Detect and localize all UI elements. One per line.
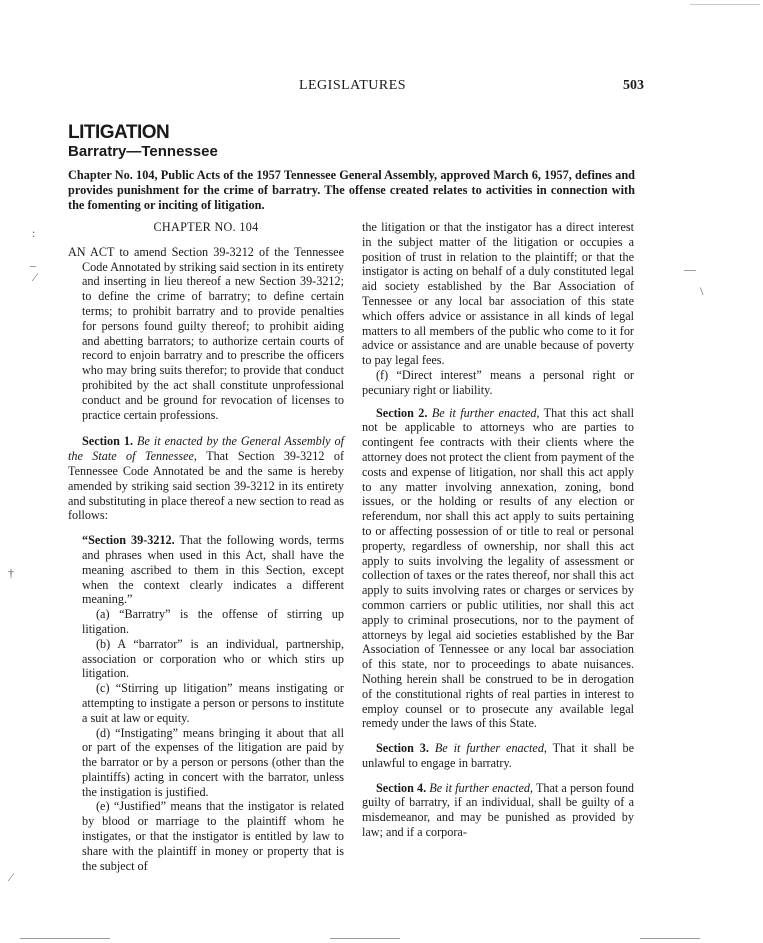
right-column [362, 220, 634, 850]
definition-d: (d) “Instigating” means bringing it about that all or part of the expenses of the litigation are paid by the barrator or by a person or persons (other than the plaintiffs) acting in concert with the barrator, unless the instigation is justified. [82, 725, 344, 799]
section-2-text: That this act shall not be applicable to attorneys who are parties to contingent fee contracts with their clients where the attorney does not protect the client from payment of the costs and expense of litigation, nor shall this act apply to any matter involving annexation, zoning, bond issues, or the holding or results of any election or referendum, nor shall this act apply to suits pertaining to or affecting possession of or title to real or personal property, regardless of ownership, nor shall this act apply to suits involving the legality of assessment or collection of taxes or the rates thereof, nor shall this act apply to suits involving rates or charges or services by common carriers or public utilities, nor shall this act apply to criminal prosecutions, nor to the payment of attorneys by legal aid societies established by the Bar Association of Tennessee or any local bar association of this state, nor to proceedings to abate nuisances. Nothing herein shall be construed to be in derogation of the constitutional rights of real parties in interest to employ counsel or to prosecute any available legal remedy under the laws of this State. [362, 405, 635, 731]
scan-edge-line [690, 4, 760, 5]
act-title: AN ACT to amend Section 39-3212 of the Tennessee Code Annotated by striking said section in its entirety and inserting in lieu thereof a new Section 39-3212; to define the crime of barratry; to define certain terms; to prohibit barratry and to provide penalties for persons found guilty thereof; to prohibit aiding and abetting barrators; to authorize certain courts of record to enjoin barratry and to prescribe the officers who may bring suits therefor; to provide that conduct prohibited by the act shall constitute unprofessional conduct and be ground for revocation of licenses to practice certain professions. [68, 244, 344, 422]
section-1 [68, 434, 344, 523]
section-1-label: Section 1. [82, 434, 134, 449]
section-4-text: That a person found guilty of barratry, if an individual, shall be guilty of a misdemeanor, and may be punished as provided by law; and if a corpora- [362, 780, 635, 840]
margin-mark: – [30, 258, 36, 272]
margin-mark: ⁄ [34, 270, 37, 284]
scan-edge-line [640, 938, 700, 939]
running-header: LEGISLATURES [298, 78, 407, 93]
left-column [68, 220, 344, 873]
definition-b: (b) A “barrator” is an individual, partnership, association or corporation who or which stirs up litigation. [82, 636, 344, 681]
definition-e-continuation: the litigation or that the instigator has a direct interest in the subject matter of the litigation or occupies a position of trust in relation to the plaintiff; or that the instigator is acting on behalf of a duly constituted legal aid society established by the Bar Association of Tennessee or any local bar association of this state which offers advice or assistance in all kinds of legal matters to all members of the public who come to it for advice or assistance and are unable because of poverty to pay legal fees. [362, 220, 634, 368]
section-3-enacting-clause: Be it further enacted, [434, 741, 547, 756]
section-title: LITIGATION [68, 122, 170, 143]
section-3-text: That it shall be unlawful to engage in barratry. [362, 741, 634, 770]
margin-mark: ⁄ [10, 870, 13, 884]
section-1-text: That Section 39-3212 of Tennessee Code Annotated be and the same is hereby amended by striking said section 39-3212 in its entirety and substituting in place thereof a new section to read as follows: [68, 449, 344, 523]
section-4-label: Section 4. [376, 780, 427, 795]
quoted-section [68, 533, 344, 873]
margin-mark: \ [700, 284, 704, 298]
section-4-enacting-clause: Be it further enacted, [429, 780, 534, 795]
margin-mark: : [32, 226, 36, 240]
summary-paragraph: Chapter No. 104, Public Acts of the 1957 Tennessee General Assembly, approved March 6, 1957, defines and provides punishment for the crime of barratry. The offense created relates to activities in connection with the fomenting or inciting of litigation. [68, 168, 635, 212]
quoted-section-text: That the following words, terms and phrases when used in this Act, shall have the meaning ascribed to them in this Section, except when the context clearly indicates a different meaning.” [82, 533, 344, 607]
margin-mark: † [8, 566, 14, 580]
section-2-label: Section 2. [376, 405, 428, 420]
section-2 [362, 406, 634, 732]
section-3-label: Section 3. [376, 741, 429, 756]
definition-a: (a) “Barratry” is the offense of stirring up litigation. [82, 607, 344, 636]
definition-e: (e) “Justified” means that the instigator is related by blood or marriage to the plaintiff whom he instigates, or that the instigator is entitled by law to share with the plaintiff in money or property that is the subject of [82, 799, 344, 873]
scan-edge-line [330, 938, 400, 939]
quoted-section-intro [82, 533, 344, 607]
scan-edge-line [20, 938, 110, 939]
chapter-heading: CHAPTER NO. 104 [153, 220, 259, 234]
quoted-section-label: “Section 39-3212. [82, 533, 175, 548]
section-1-enacting-clause: Be it enacted by the General Assembly of the State of Tennessee, [68, 434, 345, 464]
page-number: 503 [623, 78, 644, 93]
margin-mark: — [684, 262, 696, 276]
section-3 [362, 741, 634, 771]
section-subtitle: Barratry—Tennessee [68, 143, 218, 160]
definition-c: (c) “Stirring up litigation” means instigating or attempting to instigate a person or persons to institute a suit at law or equity. [82, 681, 344, 725]
section-4 [362, 781, 634, 840]
definition-f: (f) “Direct interest” means a personal right or pecuniary right or liability. [362, 367, 634, 397]
section-2-enacting-clause: Be it further enacted, [431, 405, 540, 420]
